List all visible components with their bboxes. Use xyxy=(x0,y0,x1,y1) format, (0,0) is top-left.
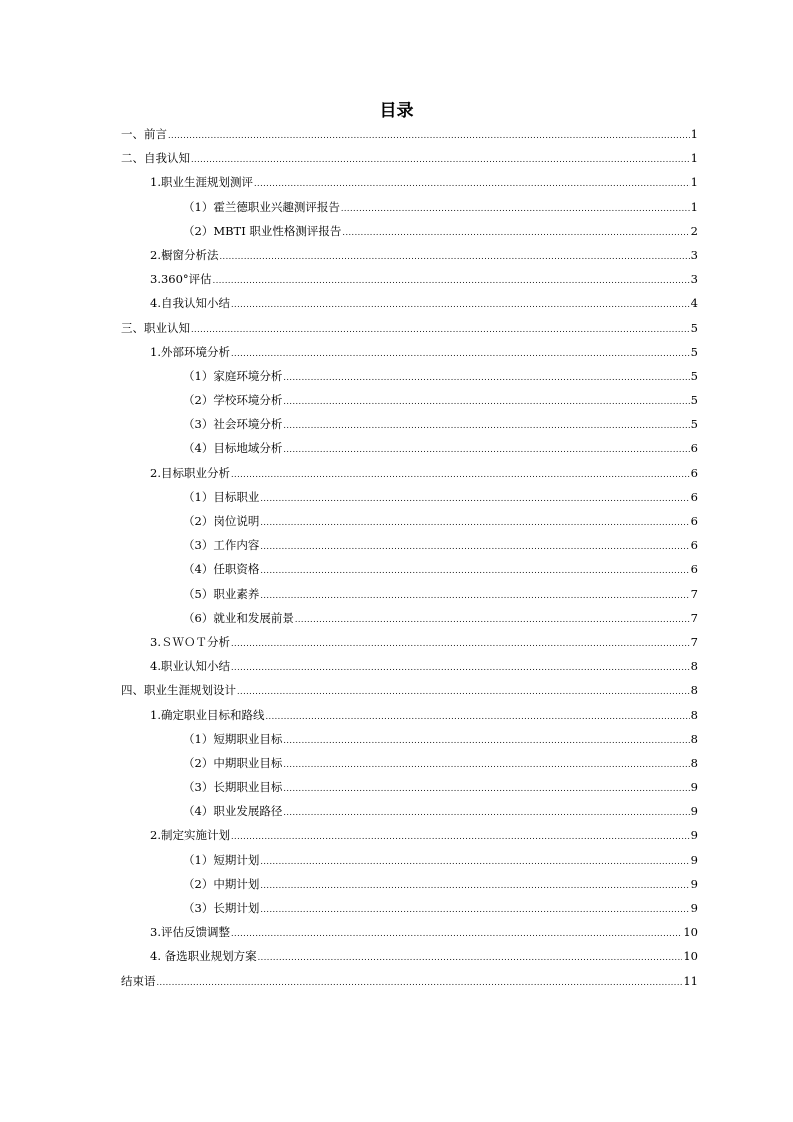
toc-entry[interactable] xyxy=(121,122,698,146)
dot-leader xyxy=(254,172,690,196)
toc-entry[interactable] xyxy=(121,340,698,364)
dot-leader xyxy=(260,559,689,583)
toc-entry-page-number: 10 xyxy=(683,949,698,964)
toc-entry-title: 二、自我认知 xyxy=(121,151,190,166)
toc-entry[interactable] xyxy=(121,872,698,896)
toc-entry-title: 三、职业认知 xyxy=(121,320,190,335)
toc-entry-title: （1）目标职业 xyxy=(183,489,260,504)
toc-entry-title: 3.评估反馈调整 xyxy=(150,925,230,940)
dot-leader xyxy=(231,656,690,680)
toc-entry[interactable] xyxy=(121,582,698,606)
toc-entry[interactable] xyxy=(121,485,698,509)
toc-entry-title: 1.职业生涯规划测评 xyxy=(150,175,253,190)
toc-entry-page-number: 9 xyxy=(690,852,698,867)
dot-leader xyxy=(231,293,690,317)
toc-entry-page-number: 1 xyxy=(690,127,698,141)
toc-entry[interactable] xyxy=(121,195,698,219)
dot-leader xyxy=(213,269,690,293)
toc-entry-page-number: 7 xyxy=(690,634,698,649)
toc-entry[interactable] xyxy=(121,678,698,702)
toc-entry[interactable] xyxy=(121,412,698,436)
dot-leader xyxy=(283,801,689,825)
toc-entry[interactable] xyxy=(121,146,698,170)
toc-entry-page-number: 8 xyxy=(690,683,698,698)
toc-entry-page-number: 9 xyxy=(690,804,698,819)
dot-leader xyxy=(260,898,689,922)
toc-entry[interactable] xyxy=(121,751,698,775)
dot-leader xyxy=(283,753,689,777)
toc-entry[interactable] xyxy=(121,364,698,388)
toc-entry-page-number: 5 xyxy=(690,393,698,408)
dot-leader xyxy=(260,487,689,511)
dot-leader xyxy=(260,511,689,535)
toc-entry-page-number: 7 xyxy=(690,610,698,625)
toc-entry-title: 1.确定职业目标和路线 xyxy=(150,707,265,722)
toc-entry-title: （2）岗位说明 xyxy=(183,514,260,528)
dot-leader xyxy=(237,680,690,704)
toc-entry-title: 一、前言 xyxy=(121,127,167,141)
toc-entry-title: （5）职业素养 xyxy=(183,586,260,601)
toc-entry-title: 1.外部环境分析 xyxy=(150,344,230,359)
toc-entry[interactable] xyxy=(121,920,698,944)
toc-entry[interactable] xyxy=(121,219,698,243)
toc-entry-page-number: 8 xyxy=(690,755,698,770)
toc-entry-title: 2.制定实施计划 xyxy=(150,828,230,843)
dot-leader xyxy=(283,438,689,462)
dot-leader xyxy=(283,414,689,438)
toc-entry[interactable] xyxy=(121,654,698,678)
toc-entry-page-number: 6 xyxy=(690,562,698,577)
toc-entry[interactable] xyxy=(121,436,698,460)
dot-leader xyxy=(231,342,690,366)
dot-leader xyxy=(191,148,690,172)
toc-entry-page-number: 8 xyxy=(690,707,698,722)
toc-entry[interactable] xyxy=(121,630,698,654)
toc-entry[interactable] xyxy=(121,316,698,340)
dot-leader xyxy=(260,584,689,608)
toc-entry-page-number: 1 xyxy=(690,199,698,214)
toc-entry-page-number: 4 xyxy=(690,296,698,311)
toc-entry[interactable] xyxy=(121,291,698,315)
toc-entry-page-number: 9 xyxy=(690,876,698,891)
dot-leader xyxy=(258,946,683,970)
toc-entry-title: 4.职业认知小结 xyxy=(150,659,230,674)
toc-entry-title: （1）短期计划 xyxy=(183,852,260,867)
toc-entry[interactable] xyxy=(121,823,698,847)
toc-entry[interactable] xyxy=(121,944,698,968)
toc-entry[interactable] xyxy=(121,969,698,993)
toc-entry-page-number: 11 xyxy=(683,973,698,988)
toc-entry-title: （3）社会环境分析 xyxy=(183,417,283,432)
toc-entry-title: 四、职业生涯规划设计 xyxy=(121,683,236,698)
dot-leader xyxy=(231,922,682,946)
toc-entry[interactable] xyxy=(121,461,698,485)
toc-entry-title: 结束语 xyxy=(121,973,156,988)
toc-entry[interactable] xyxy=(121,799,698,823)
toc-entry-title: （4）职业发展路径 xyxy=(183,804,283,819)
toc-entry-title: 3.360°评估 xyxy=(150,272,212,287)
dot-leader xyxy=(219,245,689,269)
dot-leader xyxy=(231,463,690,487)
toc-entry-page-number: 5 xyxy=(690,320,698,335)
toc-entry[interactable] xyxy=(121,243,698,267)
toc-entry[interactable] xyxy=(121,533,698,557)
toc-entry[interactable] xyxy=(121,557,698,581)
dot-leader xyxy=(191,318,690,342)
dot-leader xyxy=(283,390,689,414)
toc-entry-title: （1）霍兰德职业兴趣测评报告 xyxy=(183,199,340,214)
toc-entry-page-number: 10 xyxy=(683,925,698,940)
toc-entry-title: （3）长期职业目标 xyxy=(183,780,283,795)
dot-leader xyxy=(260,874,689,898)
dot-leader xyxy=(283,366,689,390)
toc-entry-title: （2）学校环境分析 xyxy=(183,393,283,408)
toc-entry[interactable] xyxy=(121,703,698,727)
toc-entry-title: （2）中期计划 xyxy=(183,876,260,891)
toc-entry-page-number: 1 xyxy=(690,151,698,166)
toc-entry[interactable] xyxy=(121,267,698,291)
toc-entry-page-number: 6 xyxy=(690,538,698,553)
page-title: 目录 xyxy=(379,101,414,121)
toc-entry[interactable] xyxy=(121,775,698,799)
dot-leader xyxy=(283,777,689,801)
toc-entry-page-number: 6 xyxy=(690,465,698,480)
toc-entry[interactable] xyxy=(121,727,698,751)
toc-entry-title: （2）MBTI 职业性格测评报告 xyxy=(183,223,342,238)
toc-entry-page-number: 6 xyxy=(690,489,698,504)
toc-entry-title: （4）目标地域分析 xyxy=(183,441,283,456)
toc-entry-title: 4.自我认知小结 xyxy=(150,296,230,311)
toc-entry-page-number: 8 xyxy=(690,731,698,746)
toc-entry[interactable] xyxy=(121,896,698,920)
dot-leader xyxy=(231,825,690,849)
dot-leader xyxy=(157,971,683,995)
toc-entry[interactable] xyxy=(121,388,698,412)
dot-leader xyxy=(283,729,689,753)
toc-entry-page-number: 9 xyxy=(690,828,698,843)
toc-entry-page-number: 7 xyxy=(690,586,698,601)
toc-entry[interactable] xyxy=(121,848,698,872)
dot-leader xyxy=(231,632,690,656)
toc-entry-title: 2.目标职业分析 xyxy=(150,465,230,480)
toc-entry-title: （3）工作内容 xyxy=(183,538,260,553)
toc-entry-page-number: 6 xyxy=(690,441,698,456)
toc-entry-title: （2）中期职业目标 xyxy=(183,755,283,770)
toc-entry-title: 2.橱窗分析法 xyxy=(150,247,219,262)
toc-entry[interactable] xyxy=(121,509,698,533)
toc-entry[interactable] xyxy=(121,606,698,630)
toc-entry-title: （3）长期计划 xyxy=(183,901,260,915)
toc-entry-page-number: 5 xyxy=(690,417,698,432)
toc-entry-page-number: 2 xyxy=(690,223,698,238)
toc-entry-page-number: 3 xyxy=(690,272,698,287)
dot-leader xyxy=(260,535,689,559)
dot-leader xyxy=(295,608,690,632)
toc-entry-title: （4）任职资格 xyxy=(183,562,260,577)
dot-leader xyxy=(168,124,690,148)
toc-entry-title: （1）短期职业目标 xyxy=(183,731,283,746)
toc-entry-title: （1）家庭环境分析 xyxy=(183,368,283,383)
toc-entry-page-number: 6 xyxy=(690,514,698,528)
dot-leader xyxy=(341,197,690,221)
toc-entry-page-number: 1 xyxy=(690,175,698,190)
toc-entry-page-number: 8 xyxy=(690,659,698,674)
toc-entry-page-number: 9 xyxy=(690,901,698,915)
toc-entry[interactable] xyxy=(121,170,698,194)
dot-leader xyxy=(265,705,689,729)
toc-entry-page-number: 3 xyxy=(690,247,698,262)
toc-entry-page-number: 5 xyxy=(690,368,698,383)
toc-entry-title: 3.ＳＷＯＴ分析 xyxy=(150,634,230,649)
toc-entry-page-number: 9 xyxy=(690,780,698,795)
dot-leader xyxy=(342,221,689,245)
table-of-contents xyxy=(121,122,698,993)
toc-entry-title: 4. 备选职业规划方案 xyxy=(150,949,257,964)
dot-leader xyxy=(260,850,689,874)
toc-entry-page-number: 5 xyxy=(690,344,698,359)
toc-entry-title: （6）就业和发展前景 xyxy=(183,610,294,625)
